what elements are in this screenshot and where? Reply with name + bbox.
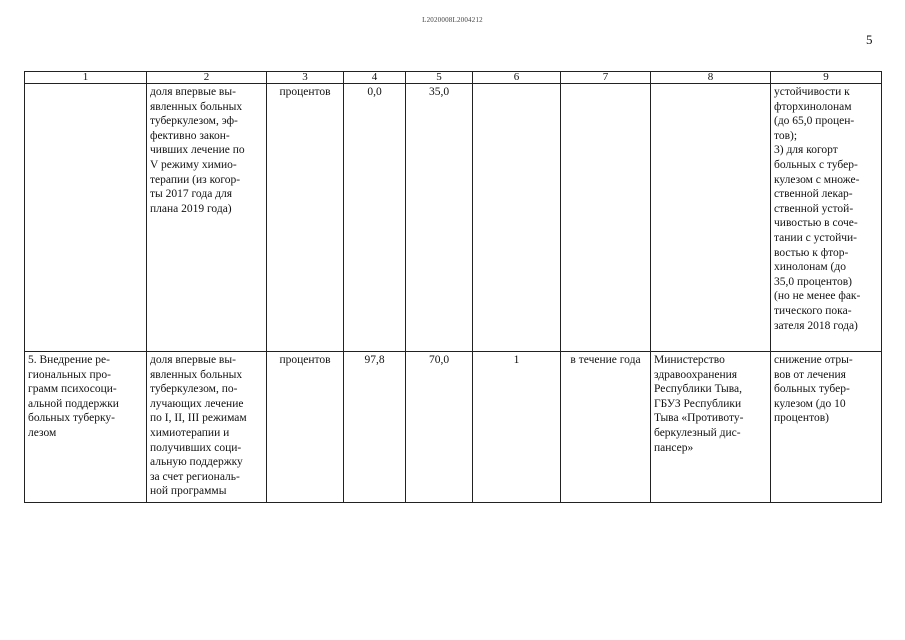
header-cell: 3: [267, 72, 344, 84]
text-line: кулезом (до 10: [774, 397, 846, 410]
text-line: беркулезный дис-: [654, 426, 741, 439]
text-line: устойчивости к: [774, 86, 850, 98]
text-line: грамм психосоци-: [28, 383, 117, 396]
text-line: туберкулезом, эф-: [150, 115, 238, 128]
text-line: плана 2019 года): [150, 202, 232, 215]
text-line: получивших соци-: [150, 441, 242, 454]
header-cell: 2: [147, 72, 267, 84]
text-line: 5. Внедрение ре-: [28, 354, 110, 366]
text-line: туберкулезом, по-: [150, 383, 238, 396]
text-line: ной программы: [150, 485, 227, 498]
responsible-cell: [651, 84, 771, 352]
text-line: фективно закон-: [150, 129, 230, 142]
unit-cell: процентов: [267, 352, 344, 503]
text-line: больных тубер-: [774, 383, 850, 396]
count-cell: [473, 84, 561, 352]
table-row: [25, 352, 882, 503]
text-line: 3) для когорт: [774, 144, 838, 157]
text-line: лезом: [28, 426, 57, 439]
responsible-cell: [651, 352, 771, 503]
indicator-cell: [147, 84, 267, 352]
header-cell: 5: [406, 72, 473, 84]
text-line: здравоохранения: [654, 368, 738, 381]
text-line: (но не менее фак-: [774, 290, 861, 303]
text-line: фторхинолонам: [774, 100, 852, 113]
result-cell: [771, 84, 882, 352]
text-line: ственной устой-: [774, 202, 854, 215]
column-number-row: [25, 72, 882, 84]
text-line: лучающих лечение: [150, 397, 244, 410]
text-line: доля впервые вы-: [150, 86, 236, 98]
text-line: пансер»: [654, 441, 694, 454]
text-line: зателя 2018 года): [774, 319, 858, 332]
table-row: [25, 84, 882, 352]
count-cell: 1: [473, 352, 561, 503]
text-line: альной поддержки: [28, 397, 119, 410]
base-value-cell: 0,0: [344, 84, 406, 352]
result-cell: [771, 352, 882, 503]
event-name-cell: [25, 84, 147, 352]
target-value-cell: 35,0: [406, 84, 473, 352]
text-line: явленных больных: [150, 368, 243, 381]
text-line: Тыва «Противоту-: [654, 412, 744, 425]
text-line: по I, II, III режимам: [150, 412, 247, 425]
text-line: Министерство: [654, 354, 725, 366]
text-line: (до 65,0 процен-: [774, 115, 855, 128]
text-line: ственной лекар-: [774, 188, 853, 201]
text-line: процентов): [774, 412, 829, 425]
text-line: чивостью в соче-: [774, 217, 858, 230]
base-value-cell: 97,8: [344, 352, 406, 503]
text-line: вов от лечения: [774, 368, 846, 381]
text-line: явленных больных: [150, 100, 243, 113]
header-cell: 8: [651, 72, 771, 84]
measures-table: [24, 71, 882, 503]
text-line: больных с тубер-: [774, 158, 858, 171]
text-line: хинолонам (до: [774, 261, 846, 274]
text-line: чивших лечение по: [150, 144, 245, 157]
text-line: востью к фтор-: [774, 246, 849, 259]
text-line: больных туберку-: [28, 412, 115, 425]
text-line: ГБУЗ Республики: [654, 397, 742, 410]
event-name-cell: [25, 352, 147, 503]
period-cell: в течение года: [561, 352, 651, 503]
text-line: альную поддержку: [150, 456, 243, 469]
header-cell: 6: [473, 72, 561, 84]
unit-cell: процентов: [267, 84, 344, 352]
text-line: Республики Тыва,: [654, 383, 743, 396]
text-line: 35,0 процентов): [774, 275, 852, 288]
header-cell: 9: [771, 72, 882, 84]
text-line: тического пока-: [774, 304, 852, 317]
target-value-cell: 70,0: [406, 352, 473, 503]
header-cell: 4: [344, 72, 406, 84]
text-line: снижение отры-: [774, 354, 853, 366]
text-line: гиональных про-: [28, 368, 111, 381]
indicator-cell: [147, 352, 267, 503]
document-id: L2020008L2004212: [422, 16, 483, 24]
text-line: терапии (из когор-: [150, 173, 241, 186]
text-line: за счет региональ-: [150, 470, 240, 483]
text-line: V режиму химио-: [150, 158, 237, 171]
text-line: кулезом с множе-: [774, 173, 860, 186]
period-cell: [561, 84, 651, 352]
text-line: ты 2017 года для: [150, 188, 233, 201]
text-line: химиотерапии и: [150, 426, 230, 439]
text-line: тов);: [774, 129, 798, 142]
text-line: тании с устойчи-: [774, 231, 857, 244]
header-cell: 7: [561, 72, 651, 84]
page-number: 5: [866, 32, 873, 47]
header-cell: 1: [25, 72, 147, 84]
text-line: доля впервые вы-: [150, 354, 236, 366]
